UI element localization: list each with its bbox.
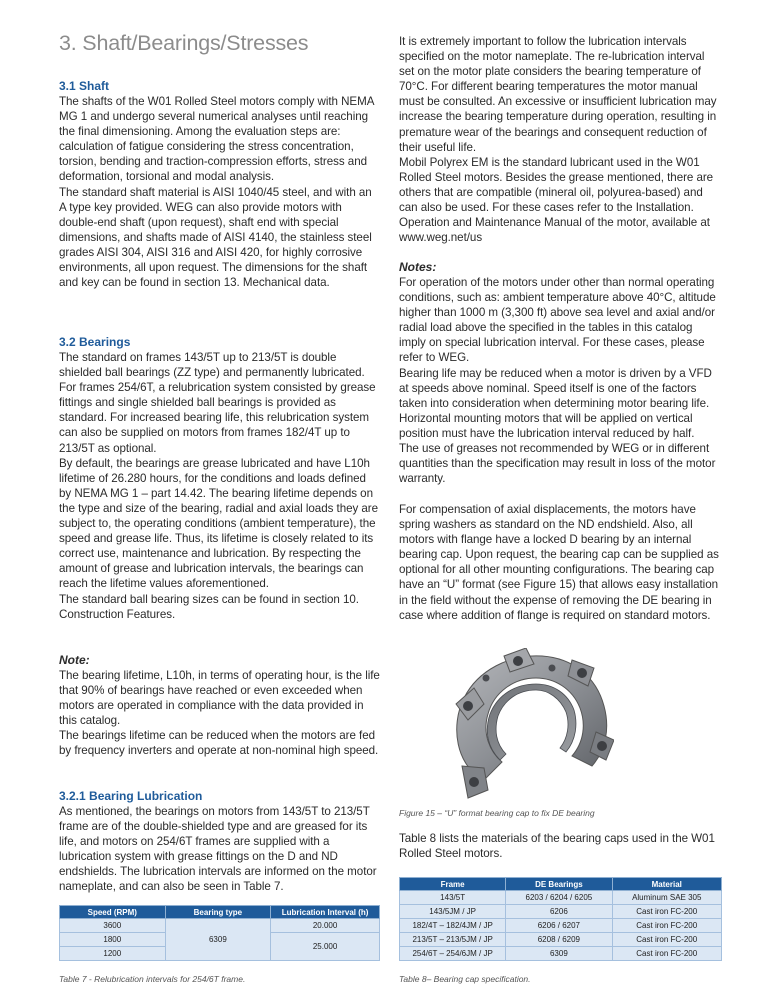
- table7-caption: Table 7 - Relubrication intervals for 254/6T frame.: [59, 974, 246, 984]
- table7-interval-cell: 20.000: [271, 919, 380, 933]
- table8-cell: 6203 / 6204 / 6205: [506, 891, 612, 905]
- notes-paragraph-4: The use of greases not recommended by WEG or in different quantities than the specification may result in loss of the motor warranty.: [399, 442, 716, 486]
- table7-interval-cell: 25.000: [271, 933, 380, 961]
- table-7: [59, 905, 380, 961]
- figure15-caption: Figure 15 – “U” format bearing cap to fix DE bearing: [399, 808, 595, 818]
- table7-header-speed: Speed (RPM): [60, 906, 166, 919]
- table8-cell: 6206 / 6207: [506, 919, 612, 933]
- bearings-paragraph-1: The standard on frames 143/5T up to 213/5T is double shielded ball bearings (ZZ type) and permanently lubricated. For frames 254/6T, a relubrication system consisted by grease fittings and single shielded ball bearings is provided as standard. For increased bearing life, this relubrication system can also be supplied on motors from frames 182/4T up to 213/5T as optional.: [59, 351, 376, 455]
- table8-cell: Cast iron FC-200: [612, 919, 722, 933]
- table8-cell: 182/4T – 182/4JM / JP: [400, 919, 506, 933]
- table7-speed-cell: 1800: [60, 933, 166, 947]
- table8-cell: Cast iron FC-200: [612, 947, 722, 961]
- notes-paragraph-3: Horizontal mounting motors that will be applied on vertical position must have the lubrication interval reduced by half.: [399, 411, 695, 440]
- table8-intro-paragraph: Table 8 lists the materials of the bearing caps used in the W01 Rolled Steel motors.: [399, 832, 715, 861]
- shaft-paragraph-1: The shafts of the W01 Rolled Steel motors comply with NEMA MG 1 and undergo several numerical analyses until reaching the final dimensioning. Among the evaluation steps are: calculation of fatigue considering the stress concentration, torsion, bending and traction-compression efforts, stress and deformation, torsional and modal analysis.: [59, 95, 374, 184]
- bearing-cap-image: [444, 648, 614, 808]
- table8-header-material: Material: [612, 878, 722, 891]
- table7-speed-cell: 1200: [60, 947, 166, 961]
- section-heading-shaft: 3.1 Shaft: [59, 79, 110, 93]
- table-8: [399, 877, 722, 961]
- table8-cell: 254/6T – 254/6JM / JP: [400, 947, 506, 961]
- lubricant-paragraph: Mobil Polyrex EM is the standard lubricant used in the W01 Rolled Steel motors. Besides the grease mentioned, there are others that are compatible (mineral oil, polyurea-based) and can also be used. For these cases refer to the Installation. Operation and Maintenance Manual of the motor, available at www.weg.net/us: [399, 155, 714, 245]
- shaft-paragraph-2: The standard shaft material is AISI 1040/45 steel, and with an A type key provided. WEG can also provide motors with double-end shaft (upon request), shaft end with special dimensions, and shafts made of AISI 4140, the stainless steel grades AISI 304, AISI 316 and AISI 420, for highly corrosive environments, all upon request. The dimensions for the shaft and key can be found in section 13. Mechanical data.: [59, 185, 372, 290]
- table7-header-interval: Lubrication Interval (h): [271, 906, 380, 919]
- bearings-paragraph-2: By default, the bearings are grease lubricated and have L10h lifetime of 26.280 hours, for the conditions and loads defined by NEMA MG 1 – part 14.42. The bearing lifetime depends on the type and size of the bearing, radial and axial loads they are subject to, the operating conditions (ambient temperature), the speed and grease life. Thus, its lifetime is closely related to its correct use, maintenance and lubrication. By respecting the amount of grease and lubrication intervals, the bearings can reach the lifetime values aforementioned.: [59, 456, 379, 591]
- note-heading: Note:: [59, 653, 90, 667]
- section-heading-lubrication: 3.2.1 Bearing Lubrication: [59, 789, 203, 803]
- table8-cell: 6206: [506, 905, 612, 919]
- table8-cell: 143/5T: [400, 891, 506, 905]
- axial-compensation-paragraph: For compensation of axial displacements, the motors have spring washers as standard on the ND endshield. Also, all motors with flange have a locked D bearing by an internal bearing cap. Upon request, the bearing cap can be supplied as optional for all other mounting configurations. The bearing cap have an “U” format (see Figure 15) that allows easy installation in the field without the expense of removing the DE bearing in case where addition of flange is required on standard motors.: [399, 503, 719, 622]
- table8-cell: 6309: [506, 947, 612, 961]
- bearings-paragraph-3: The standard ball bearing sizes can be found in section 10. Construction Features.: [59, 592, 359, 621]
- table7-speed-cell: 3600: [60, 919, 166, 933]
- table8-cell: 213/5T – 213/5JM / JP: [400, 933, 506, 947]
- table8-header-bearings: DE Bearings: [506, 878, 612, 891]
- note-paragraph-1: The bearing lifetime, L10h, in terms of operating hour, is the life that 90% of bearings have reached or even exceeded when motors are operated in compliance with the data provided in this catalog.: [59, 669, 380, 728]
- table8-header-frame: Frame: [400, 878, 506, 891]
- table7-header-bearing: Bearing type: [165, 906, 271, 919]
- lubrication-paragraph: As mentioned, the bearings on motors from 143/5T to 213/5T frame are of the double-shielded type and are greased for its life, and motors on 254/6T frames are supplied with a lubrication system with grease fittings on the D and ND endshields. The lubrication intervals are informed on the motor nameplate, and can also be seen in Table 7.: [59, 805, 377, 894]
- notes-paragraph-1: For operation of the motors under other than normal operating conditions, such as: ambient temperature above 40°C, altitude higher than 1000 m (3,300 ft) above sea level and axial and/or radial load above the specified in the tables in this catalog imply on special lubrication interval. For these cases, please refer to WEG.: [399, 276, 716, 365]
- section-heading-bearings: 3.2 Bearings: [59, 335, 131, 349]
- table8-cell: Aluminum SAE 305: [612, 891, 722, 905]
- table8-cell: Cast iron FC-200: [612, 933, 722, 947]
- notes-paragraph-2: Bearing life may be reduced when a motor is driven by a VFD at speeds above nominal. Speed itself is one of the factors taken into consideration when determining motor bearing life.: [399, 366, 712, 410]
- table8-cell: 6208 / 6209: [506, 933, 612, 947]
- table8-cell: 143/5JM / JP: [400, 905, 506, 919]
- lubrication-importance-paragraph: It is extremely important to follow the lubrication intervals specified on the motor nameplate. The re-lubrication interval set on the motor plate considers the bearing temperature of 70°C. For different bearing temperatures the motor manual must be consulted. An excessive or insufficient lubrication may increase the bearing temperature during operation, resulting in premature wear of the bearings and consequent reduction of their useful life.: [399, 35, 717, 154]
- note-paragraph-2: The bearings lifetime can be reduced when the motors are fed by frequency inverters and operate at non-nominal high speed.: [59, 729, 379, 758]
- table7-bearing-cell: 6309: [165, 919, 271, 961]
- notes-heading: Notes:: [399, 260, 437, 274]
- table8-cell: Cast iron FC-200: [612, 905, 722, 919]
- page-title: 3. Shaft/Bearings/Stresses: [59, 31, 309, 55]
- table8-caption: Table 8– Bearing cap specification.: [399, 974, 531, 984]
